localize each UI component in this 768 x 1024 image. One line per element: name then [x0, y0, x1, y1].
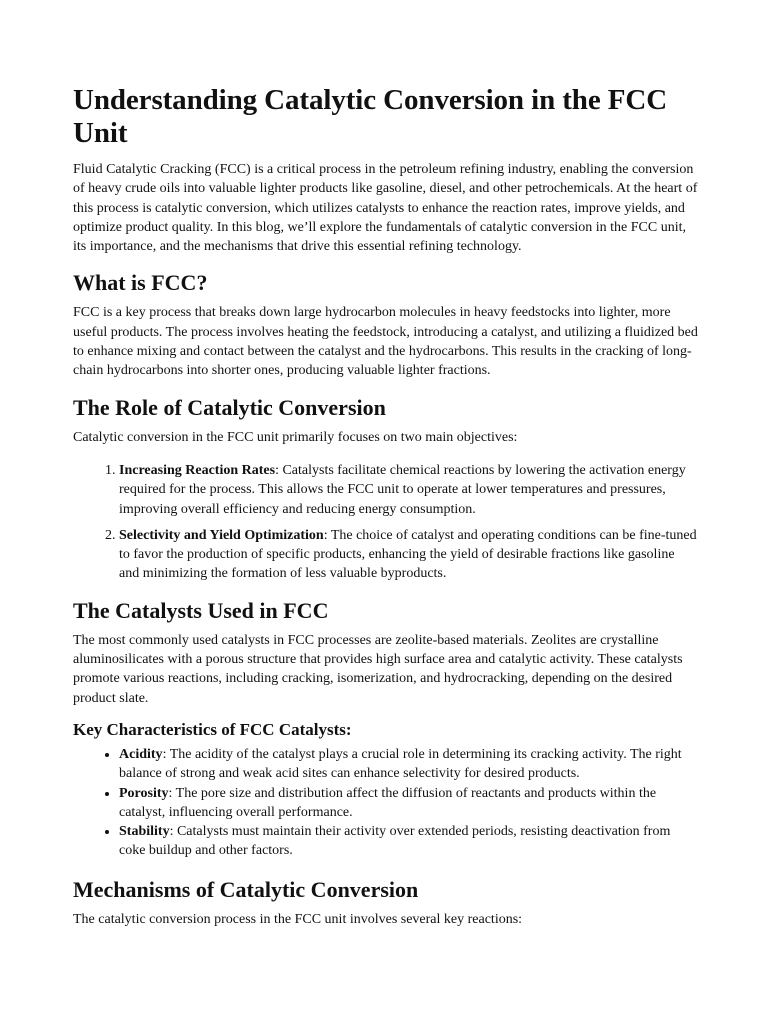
list-item [119, 822, 698, 861]
list-item-text: : Catalysts facilitate chemical reactions by lowering the activation energy required for the process. This allows the FCC unit to operate at lower temperatures and pressures, improving overall efficiency and reducing energy consumption. [119, 462, 686, 517]
section-heading-mechanisms: Mechanisms of Catalytic Conversion [73, 876, 419, 902]
list-item-text: : The choice of catalyst and operating conditions can be fine-tuned to favor the production of specific products, enhancing the yield of desirable fractions like gasoline and minimizing the formation of less valuable byproducts. [119, 527, 697, 582]
role-objectives-list [73, 461, 698, 584]
list-item [119, 526, 698, 584]
section-heading-catalysts: The Catalysts Used in FCC [73, 597, 329, 623]
intro-paragraph: Fluid Catalytic Cracking (FCC) is a critical process in the petroleum refining industry, enabling the conversion of heavy crude oils into valuable lighter products like gasoline, diesel, and other petrochemicals. At the heart of this process is catalytic conversion, which utilizes catalysts to enhance the reaction rates, improve yields, and optimize product quality. In this blog, we’ll explore the fundamentals of catalytic conversion in the FCC unit, its importance, and the mechanisms that drive this essential refining technology. [73, 162, 698, 255]
what-is-fcc-paragraph: FCC is a key process that breaks down large hydrocarbon molecules in heavy feedstocks into lighter, more useful products. The process involves heating the feedstock, introducing a catalyst, and utilizing a fluidized bed to enhance mixing and contact between the catalyst and the hydrocarbons. This results in the cracking of long-chain hydrocarbons into shorter ones, producing valuable lighter fractions. [73, 305, 698, 379]
list-item-term: Increasing Reaction Rates [119, 462, 276, 478]
list-item [119, 745, 698, 784]
list-item-term: Selectivity and Yield Optimization [119, 527, 324, 543]
list-item-text: : The acidity of the catalyst plays a crucial role in determining its cracking activity. The right balance of strong and weak acid sites can enhance selectivity for desired products. [119, 746, 682, 782]
mechanisms-paragraph: The catalytic conversion process in the FCC unit involves several key reactions: [73, 911, 523, 927]
list-item-text: : Catalysts must maintain their activity over extended periods, resisting deactivation from coke buildup and other factors. [119, 824, 671, 859]
characteristics-list [73, 745, 698, 861]
catalysts-paragraph: The most commonly used catalysts in FCC processes are zeolite-based materials. Zeolites are crystalline aluminosilicates with a porous structure that provides high surface area and catalytic activity. These catalysts promote various reactions, including cracking, isomerization, and hydrocracking, depending on the desired product slate. [73, 632, 683, 706]
page-title: Understanding Catalytic Conversion in the FCC Unit [73, 84, 668, 149]
list-item-text: : The pore size and distribution affect the diffusion of reactants and products within the catalyst, influencing overall performance. [119, 785, 657, 820]
role-paragraph: Catalytic conversion in the FCC unit primarily focuses on two main objectives: [73, 429, 518, 445]
list-item-term: Porosity [119, 785, 169, 801]
list-item [119, 784, 698, 823]
list-item [119, 461, 698, 519]
section-heading-role: The Role of Catalytic Conversion [73, 394, 386, 420]
subheading-characteristics: Key Characteristics of FCC Catalysts: [73, 719, 352, 739]
section-heading-what-is-fcc: What is FCC? [73, 270, 208, 296]
list-item-term: Stability [119, 824, 170, 840]
list-item-term: Acidity [119, 746, 163, 762]
